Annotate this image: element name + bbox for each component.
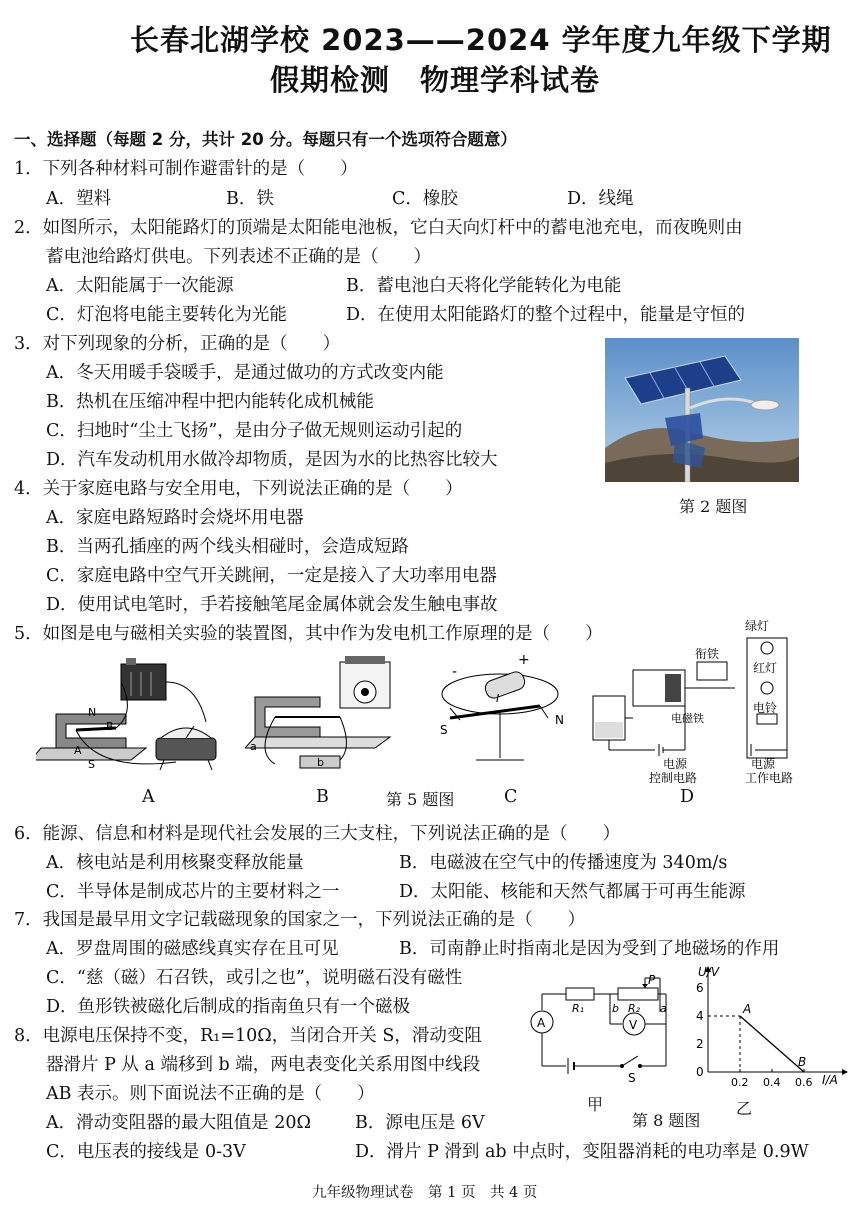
figure-5c-apparatus	[430, 648, 570, 780]
question-8-line2: 器滑片 P 从 a 端移到 b 端，两电表变化关系用图中线段	[46, 1055, 481, 1075]
fig5d-label-bell: 电铃	[753, 701, 778, 715]
q7-option-d: D．鱼形铁被磁化后制成的指南鱼只有一个磁极	[46, 997, 411, 1017]
fig8-x-tick: 0.6	[795, 1076, 813, 1089]
fig5d-label-source2: 电源	[751, 757, 776, 771]
exam-title-line1: 长春北湖学校 2023——2024 学年度九年级下学期	[130, 23, 832, 57]
fig8-y-tick: 6	[696, 981, 704, 995]
fig8-line-ab	[740, 1016, 807, 1072]
q2-option-b: B．蓄电池白天将化学能转化为电能	[346, 276, 622, 296]
q4-option-b: B．当两孔插座的两个线头相碰时，会造成短路	[46, 537, 409, 557]
figure-5b-apparatus	[245, 652, 395, 780]
page-footer: 九年级物理试卷 第 1 页 共 4 页	[312, 1185, 538, 1201]
q4-option-c: C．家庭电路中空气开关跳闸，一定是接入了大功率用电器	[46, 566, 497, 586]
fig8-y-axis-label: U/V	[698, 965, 720, 979]
q7-option-c: C．“慈（磁）石召铁，或引之也”，说明磁石没有磁性	[46, 968, 463, 988]
fig5a-label-s: S	[88, 758, 95, 771]
solar-street-light-photo	[605, 338, 799, 482]
fig5a-label-n: N	[88, 706, 97, 719]
fig8-label-yi: 乙	[736, 1099, 753, 1118]
q3-option-a: A．冬天用暖手袋暖手，是通过做功的方式改变内能	[46, 363, 444, 383]
exam-title-line2: 假期检测 物理学科试卷	[270, 63, 601, 97]
q4-option-d: D．使用试电笔时，手若接触笔尾金属体就会发生触电事故	[46, 595, 498, 615]
fig8-label-s: S	[628, 1071, 636, 1082]
q7-option-b: B．司南静止时指南北是因为受到了地磁场的作用	[399, 939, 780, 959]
fig8-label-r1: R₁	[572, 1002, 585, 1015]
q6-option-a: A．核电站是利用核聚变释放能量	[46, 853, 304, 873]
fig5-label-c: C	[504, 787, 518, 807]
figure-5d-relay-circuit	[585, 618, 825, 784]
q1-option-a: A．塑料	[46, 189, 112, 209]
fig5d-label-electromagnet: 电磁铁	[671, 712, 704, 725]
q8-option-c: C．电压表的接线是 0-3V	[46, 1142, 246, 1162]
question-8-line1: 8．电源电压保持不变，R₁=10Ω，当闭合开关 S，滑动变阻	[14, 1026, 482, 1046]
question-7: 7．我国是最早用文字记载磁现象的国家之一，下列说法正确的是（ ）	[14, 910, 586, 930]
fig8-x-axis-label: I/A	[822, 1073, 838, 1087]
fig5d-label-red: 红灯	[753, 661, 778, 675]
question-4: 4．关于家庭电路与安全用电，下列说法正确的是（ ）	[14, 479, 463, 499]
q3-option-c: C．扫地时“尘土飞扬”，是由分子做无规则运动引起的	[46, 421, 463, 441]
fig8-point-a: A	[743, 1002, 752, 1016]
fig5c-label-current: I	[496, 692, 500, 705]
fig5d-label-green: 绿灯	[745, 619, 770, 633]
fig5-label-d: D	[680, 787, 695, 807]
fig8-y-tick: 2	[696, 1037, 704, 1051]
fig5d-label-source1: 电源	[663, 757, 688, 771]
figure-5-caption: 第 5 题图	[386, 790, 455, 809]
question-3: 3．对下列现象的分析，正确的是（ ）	[14, 334, 341, 354]
fig8-point-b: B	[798, 1055, 807, 1069]
question-2-line2: 蓄电池给路灯供电。下列表述不正确的是（ ）	[46, 247, 431, 267]
fig8-x-tick: 0.4	[763, 1076, 781, 1089]
fig5d-label-armature: 衔铁	[695, 647, 720, 661]
question-5: 5．如图是电与磁相关实验的装置图，其中作为发电机工作原理的是（ ）	[14, 624, 603, 644]
fig8-label-b: b	[612, 1002, 619, 1015]
question-1: 1．下列各种材料可制作避雷针的是（ ）	[14, 159, 358, 179]
fig5a-label-a: A	[74, 744, 82, 757]
question-8-line3: AB 表示。则下面说法不正确的是（ ）	[46, 1084, 375, 1104]
fig5d-label-working: 工作电路	[745, 771, 794, 784]
q1-option-c: C．橡胶	[392, 189, 458, 209]
q6-option-c: C．半导体是制成芯片的主要材料之一	[46, 882, 340, 902]
fig5c-label-minus: -	[452, 664, 458, 680]
fig5b-label-a: a	[250, 740, 257, 753]
figure-5a-apparatus	[36, 652, 236, 780]
fig8-x-tick: 0.2	[731, 1076, 749, 1089]
fig5c-label-s: S	[440, 723, 448, 737]
fig8-y-tick: 4	[696, 1009, 704, 1023]
q8-option-d: D．滑片 P 滑到 ab 中点时，变阻器消耗的电功率是 0.9W	[355, 1142, 809, 1162]
fig8-label-p: P	[648, 973, 656, 987]
q7-option-a: A．罗盘周围的磁感线真实存在且可见	[46, 939, 339, 959]
question-6: 6．能源、信息和材料是现代社会发展的三大支柱，下列说法正确的是（ ）	[14, 824, 621, 844]
q1-option-d: D．线绳	[567, 189, 634, 209]
fig8-y-tick: 0	[696, 1065, 704, 1079]
q8-option-b: B．源电压是 6V	[355, 1113, 485, 1133]
figure-8-caption: 第 8 题图	[632, 1111, 701, 1130]
fig5c-label-n: N	[555, 713, 564, 727]
q2-option-d: D．在使用太阳能路灯的整个过程中，能量是守恒的	[346, 305, 746, 325]
ammeter-icon: A	[537, 1016, 546, 1030]
q2-option-a: A．太阳能属于一次能源	[46, 276, 234, 296]
fig5c-label-plus: +	[518, 652, 530, 668]
fig5-label-a: A	[142, 787, 155, 807]
figure-8-circuit	[520, 972, 680, 1082]
section-heading: 一、选择题（每题 2 分，共计 20 分。每题只有一个选项符合题意）	[14, 130, 517, 149]
voltmeter-icon: V	[629, 1018, 638, 1032]
figure-2-caption: 第 2 题图	[679, 497, 748, 516]
fig5a-label-b: B	[106, 720, 114, 733]
fig5b-label-b: b	[317, 756, 324, 769]
figure-8-graph	[676, 962, 852, 1092]
q3-option-d: D．汽车发动机用水做冷却物质，是因为水的比热容比较大	[46, 450, 498, 470]
q1-option-b: B．铁	[226, 189, 274, 209]
q8-option-a: A．滑动变阻器的最大阻值是 20Ω	[46, 1113, 311, 1133]
q3-option-b: B．热机在压缩冲程中把内能转化成机械能	[46, 392, 374, 412]
question-2-line1: 2．如图所示，太阳能路灯的顶端是太阳能电池板，它白天向灯杆中的蓄电池充电，而夜晚则由	[14, 218, 743, 238]
q6-option-b: B．电磁波在空气中的传播速度为 340m/s	[399, 853, 728, 873]
fig8-label-r2: R₂	[628, 1002, 641, 1015]
q6-option-d: D．太阳能、核能和天然气都属于可再生能源	[399, 882, 746, 902]
fig8-label-a-end: a	[660, 1002, 667, 1015]
q2-option-c: C．灯泡将电能主要转化为光能	[46, 305, 287, 325]
fig5-label-b: B	[316, 787, 329, 807]
fig5d-label-control: 控制电路	[649, 771, 698, 784]
fig8-label-jia: 甲	[587, 1095, 604, 1114]
q4-option-a: A．家庭电路短路时会烧坏用电器	[46, 508, 304, 528]
